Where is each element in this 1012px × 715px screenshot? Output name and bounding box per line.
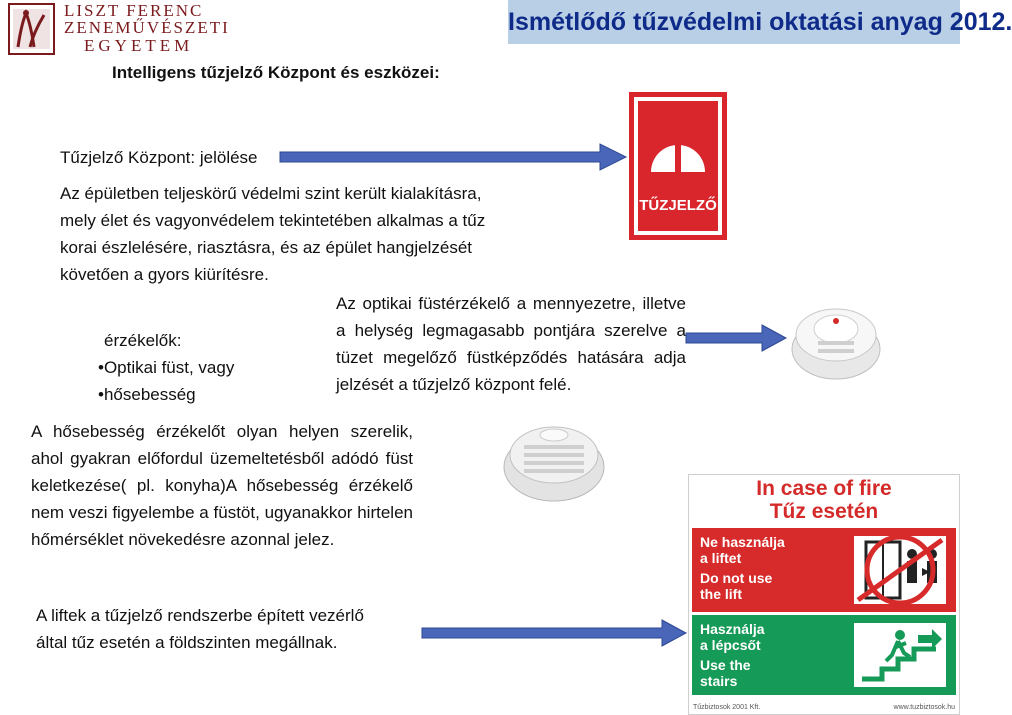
arrow-right-icon <box>686 323 790 353</box>
detector-item-heat: •hősebesség <box>98 385 196 404</box>
green-panel-line-3: Use the <box>700 657 751 673</box>
description-paragraph: Az épületben teljeskörű védelmi szint került kialakításra, mely élet és vagyonvédelem tekintetében alkalmas a tűz korai észlelésére, riasztásra, és az épület hangjelzését követően a gyors kiürítésre. <box>60 184 486 284</box>
optical-detector-paragraph: Az optikai füstérzékelő a mennyezetre, illetve a helység legmagasabb pontjára szerelve a tüzet megelőző füstképződés hatására adja jelzését a tűzjelző központ felé. <box>336 294 686 394</box>
heat-detector-icon <box>502 415 607 505</box>
red-panel-line-2: a liftet <box>700 550 742 566</box>
red-panel-line-3: Do not use <box>700 570 773 586</box>
logo-line-1: LISZT FERENC <box>64 1 204 20</box>
fire-sign-footer <box>693 704 955 711</box>
green-panel-line-1: Használja <box>700 621 765 637</box>
lift-paragraph: A liftek a tűzjelző rendszerbe épített vezérlő által tűz esetén a földszinten megállnak. <box>36 606 364 652</box>
smoke-detector-icon <box>790 295 882 385</box>
green-panel-line-4: stairs <box>700 673 738 689</box>
logo-line-2: ZENEMŰVÉSZETI <box>64 18 230 37</box>
red-panel-line-1: Ne használja <box>700 534 785 550</box>
stairs-exit-icon <box>852 621 948 689</box>
logo-line-3: EGYETEM <box>84 36 194 55</box>
red-panel-line-4: the lift <box>700 586 742 602</box>
arrow-right-icon <box>422 618 690 648</box>
fire-sign-title-en: In case of fire <box>756 477 892 500</box>
university-crest-icon <box>8 3 55 55</box>
no-lift-icon <box>852 534 948 606</box>
green-panel-line-2: a lépcsőt <box>700 637 761 653</box>
detectors-list <box>98 327 235 408</box>
fire-center-label: Tűzjelző Központ: jelölése <box>60 148 258 167</box>
do-not-use-lift-panel <box>692 528 956 612</box>
fire-sign-title <box>689 477 959 523</box>
arrow-right-icon <box>280 142 630 172</box>
fire-sign-footer-right: www.tuzbiztosok.hu <box>893 704 955 711</box>
fire-instructions-sign <box>688 474 960 715</box>
heat-detector-paragraph: A hősebesség érzékelőt olyan helyen szerelik, ahol gyakran előfordul üzemeltetésből adódó füst keletkezése( pl. konyha)A hősebesség érzékelő nem veszi figyelembe a füstöt, ugyanakkor hirtelen hőmérséklet növekedésre azonnal jelez. <box>31 422 413 549</box>
fire-sign-label: TŰZJELZŐ <box>639 197 717 214</box>
detector-item-optical: •Optikai füst, vagy <box>98 358 235 377</box>
section-heading: Intelligens tűzjelző Központ és eszközei: <box>112 63 440 82</box>
fire-sign-footer-left: Tűzbiztosok 2001 Kft. <box>693 704 761 711</box>
fire-sign-title-hu: Tűz esetén <box>769 500 879 523</box>
use-stairs-panel <box>692 615 956 695</box>
detectors-label: érzékelők: <box>104 331 182 350</box>
slide-title: Ismétlődő tűzvédelmi oktatási anyag 2012. <box>508 0 960 44</box>
fire-alarm-sign-icon <box>629 92 727 240</box>
